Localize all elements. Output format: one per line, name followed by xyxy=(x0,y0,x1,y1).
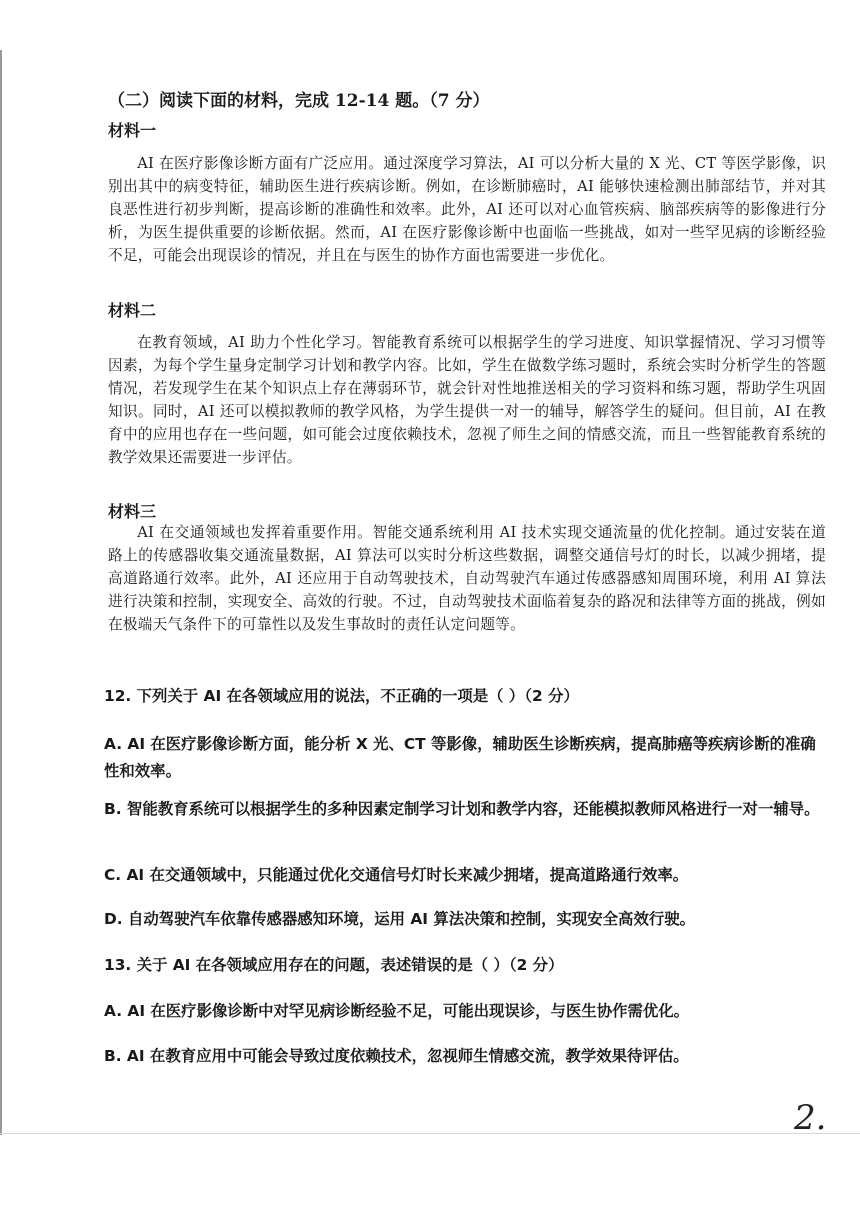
material-1-label: 材料一 xyxy=(108,121,157,140)
section-title: （二）阅读下面的材料，完成 12-14 题。（7 分） xyxy=(108,91,490,111)
material-3-text: AI 在交通领域也发挥着重要作用。智能交通系统利用 AI 技术实现交通流量的优化控制。通过安装在道路上的传感器收集交通流量数据，AI 算法可以实时分析这些数据，调整交通信号灯的时长，以减少拥堵，提高道路通行效率。此外，AI 还应用于自动驾驶技术，自动驾驶汽车通过传感器感知周围环境，利用 AI 算法进行决策和控制，实现安全、高效的行驶。不过，自动驾驶技术面临着复杂的路况和法律等方面的挑战，例如在极端天气条件下的可靠性以及发生事故时的责任认定问题等。 xyxy=(108,524,826,633)
question-13-option-a: A. AI 在医疗影像诊断中对罕见病诊断经验不足，可能出现误诊，与医生协作需优化。 xyxy=(104,1002,690,1020)
material-1-text: AI 在医疗影像诊断方面有广泛应用。通过深度学习算法，AI 可以分析大量的 X 光、CT 等医学影像，识别出其中的病变特征，辅助医生进行疾病诊断。例如，在诊断肺癌时，AI 能够快速检测出肺部结节，并对其良恶性进行初步判断，提高诊断的准确性和效率。此外，AI 还可以对心血管疾病、脑部疾病等的影像进行分析，为医生提供重要的诊断依据。然而，AI 在医疗影像诊断中也面临一些挑战，如对一些罕见病的诊断经验不足，可能会出现误诊的情况，并且在与医生的协作方面也需要进一步优化。 xyxy=(108,155,826,264)
question-12-option-a: A. AI 在医疗影像诊断方面，能分析 X 光、CT 等影像，辅助医生诊断疾病，提高肺癌等疾病诊断的准确性和效率。 xyxy=(104,735,816,780)
question-13-stem: 13. 关于 AI 在各领域应用存在的问题，表述错误的是（ ）（2 分） xyxy=(104,956,564,974)
page-edge-left xyxy=(0,50,2,1135)
material-2-text: 在教育领域，AI 助力个性化学习。智能教育系统可以根据学生的学习进度、知识掌握情况、学习习惯等因素，为每个学生量身定制学习计划和教学内容。比如，学生在做数学练习题时，系统会实时分析学生的答题情况，若发现学生在某个知识点上存在薄弱环节，就会针对性地推送相关的学习资料和练习题，帮助学生巩固知识。同时，AI 还可以模拟教师的教学风格，为学生提供一对一的辅导，解答学生的疑问。但目前，AI 在教育中的应用也存在一些问题，如可能会过度依赖技术，忽视了师生之间的情感交流，而且一些智能教育系统的教学效果还需要进一步评估。 xyxy=(108,334,826,466)
question-13-option-b: B. AI 在教育应用中可能会导致过度依赖技术，忽视师生情感交流，教学效果待评估。 xyxy=(104,1047,689,1065)
question-12-stem: 12. 下列关于 AI 在各领域应用的说法，不正确的一项是（ ）（2 分） xyxy=(104,687,579,705)
page-edge-bottom xyxy=(0,1133,860,1134)
material-3-label: 材料三 xyxy=(108,502,157,521)
page-number: 2. xyxy=(794,1098,827,1138)
question-12-option-d: D. 自动驾驶汽车依靠传感器感知环境，运用 AI 算法决策和控制，实现安全高效行驶。 xyxy=(104,910,696,928)
material-2-label: 材料二 xyxy=(108,301,157,320)
question-12-option-b: B. 智能教育系统可以根据学生的多种因素定制学习计划和教学内容，还能模拟教师风格进行一对一辅导。 xyxy=(104,800,820,818)
question-12-option-c: C. AI 在交通领域中，只能通过优化交通信号灯时长来减少拥堵，提高道路通行效率。 xyxy=(104,866,689,884)
